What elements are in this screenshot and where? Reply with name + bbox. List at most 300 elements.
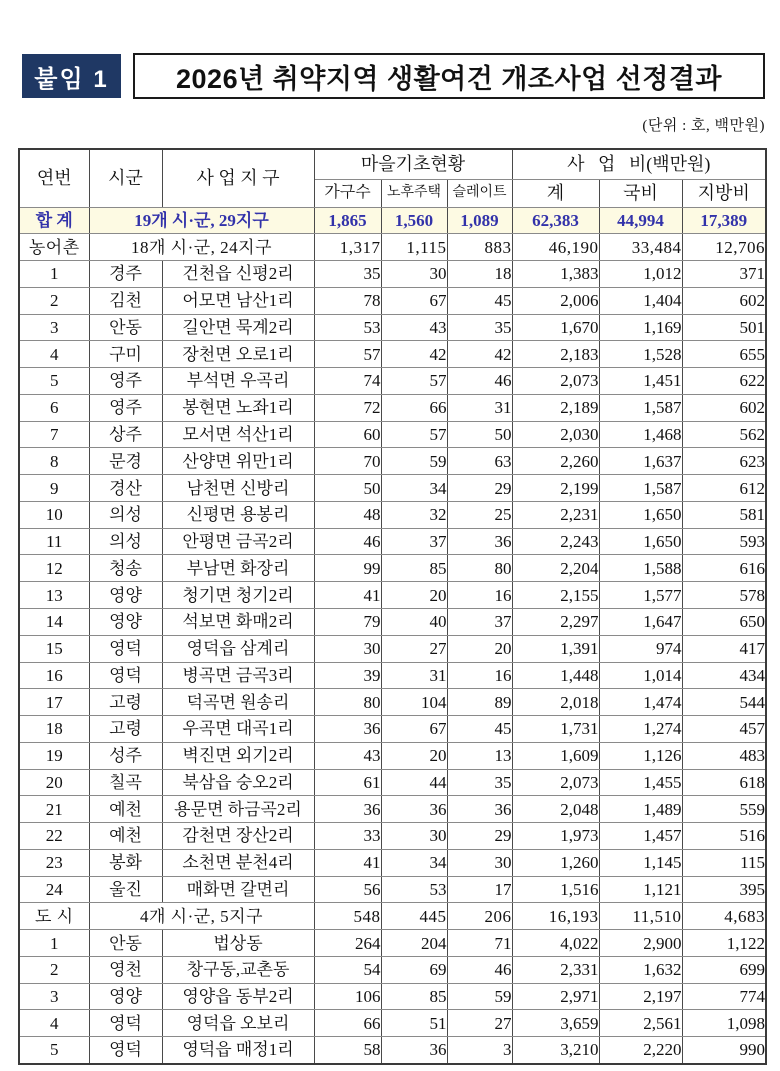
cell-district: 감천면 장산2리 [162,823,314,850]
cell-value: 1,865 [314,207,381,234]
cell-value: 616 [682,555,766,582]
col-header-national: 국비 [599,179,682,207]
cell-value: 1,516 [512,876,599,903]
cell-value: 59 [381,448,447,475]
cell-no: 2 [19,956,89,983]
cell-value: 622 [682,368,766,395]
attachment-badge-label: 붙임 1 [34,65,109,93]
cell-value: 1,973 [512,823,599,850]
cell-value: 20 [447,635,512,662]
cell-no: 12 [19,555,89,582]
cell-value: 1,014 [599,662,682,689]
page-title: 2026년 취약지역 생활여건 개조사업 선정결과 [176,63,722,94]
cell-no: 5 [19,368,89,395]
table-row [19,448,766,475]
cell-value: 106 [314,983,381,1010]
cell-value: 30 [314,635,381,662]
cell-sigun: 상주 [89,421,162,448]
cell-value: 36 [447,528,512,555]
col-header-households: 가구수 [314,179,381,207]
cell-value: 71 [447,930,512,957]
cell-value: 35 [447,769,512,796]
cell-value: 36 [381,796,447,823]
cell-value: 2,220 [599,1037,682,1064]
cell-value: 50 [447,421,512,448]
table-row [19,1010,766,1037]
col-header-local: 지방비 [682,179,766,207]
cell-sigun: 청송 [89,555,162,582]
cell-value: 1,391 [512,635,599,662]
cell-sigun: 영양 [89,582,162,609]
cell-no: 21 [19,796,89,823]
cell-district: 덕곡면 원송리 [162,689,314,716]
section-row [19,903,766,930]
col-header-no: 연번 [19,149,89,207]
cell-value: 54 [314,956,381,983]
col-header-sigun: 시군 [89,149,162,207]
cell-value: 62,383 [512,207,599,234]
cell-value: 34 [381,849,447,876]
cell-value: 457 [682,716,766,743]
cell-value: 42 [381,341,447,368]
cell-value: 612 [682,475,766,502]
cell-sigun: 영덕 [89,662,162,689]
cell-value: 37 [447,608,512,635]
cell-value: 1,588 [599,555,682,582]
cell-no: 23 [19,849,89,876]
cell-value: 1,089 [447,207,512,234]
cell-sigun: 영양 [89,983,162,1010]
cell-district: 영양읍 동부2리 [162,983,314,1010]
cell-value: 59 [447,983,512,1010]
table-row [19,421,766,448]
cell-no: 9 [19,475,89,502]
cell-value: 1,587 [599,475,682,502]
cell-value: 33 [314,823,381,850]
cell-value: 2,018 [512,689,599,716]
cell-value: 3 [447,1037,512,1064]
cell-value: 57 [381,421,447,448]
cell-value: 2,561 [599,1010,682,1037]
cell-value: 32 [381,501,447,528]
results-table [18,148,767,1065]
table-row [19,501,766,528]
cell-value: 1,383 [512,261,599,288]
cell-value: 78 [314,287,381,314]
cell-value: 602 [682,287,766,314]
cell-value: 80 [447,555,512,582]
cell-value: 206 [447,903,512,930]
cell-value: 1,122 [682,930,766,957]
cell-value: 1,169 [599,314,682,341]
cell-value: 4,683 [682,903,766,930]
cell-sigun: 고령 [89,689,162,716]
table-row [19,582,766,609]
cell-district: 벽진면 외기2리 [162,742,314,769]
cell-value: 1,647 [599,608,682,635]
table-body [19,207,766,1064]
table-row [19,394,766,421]
cell-value: 1,560 [381,207,447,234]
cell-district: 병곡면 금곡3리 [162,662,314,689]
cell-no: 2 [19,287,89,314]
cell-value: 85 [381,555,447,582]
cell-value: 2,231 [512,501,599,528]
cell-value: 11,510 [599,903,682,930]
cell-sigun: 문경 [89,448,162,475]
cell-value: 1,528 [599,341,682,368]
cell-value: 45 [447,716,512,743]
cell-value: 80 [314,689,381,716]
cell-no: 22 [19,823,89,850]
cell-no: 4 [19,341,89,368]
table-row [19,823,766,850]
cell-sigun: 봉화 [89,849,162,876]
cell-district: 영덕읍 매정1리 [162,1037,314,1064]
cell-sigun: 칠곡 [89,769,162,796]
cell-value: 623 [682,448,766,475]
cell-district: 창구동,교촌동 [162,956,314,983]
col-header-old-houses: 노후주택 [381,179,447,207]
cell-value: 990 [682,1037,766,1064]
cell-sigun: 예천 [89,823,162,850]
cell-value: 36 [314,716,381,743]
cell-scope: 4개 시·군, 5지구 [89,903,314,930]
cell-value: 2,006 [512,287,599,314]
cell-value: 1,489 [599,796,682,823]
cell-value: 36 [447,796,512,823]
cell-district: 건천읍 신평2리 [162,261,314,288]
cell-value: 61 [314,769,381,796]
table-row [19,475,766,502]
col-header-total: 계 [512,179,599,207]
cell-district: 영덕읍 오보리 [162,1010,314,1037]
col-group-village-status: 마을기초현황 [314,149,512,179]
cell-no: 6 [19,394,89,421]
cell-value: 66 [314,1010,381,1037]
cell-value: 30 [381,261,447,288]
cell-sigun: 영덕 [89,1010,162,1037]
cell-value: 774 [682,983,766,1010]
cell-district: 법상동 [162,930,314,957]
cell-value: 1,637 [599,448,682,475]
cell-value: 35 [314,261,381,288]
cell-district: 석보면 화매2리 [162,608,314,635]
cell-value: 33,484 [599,234,682,261]
cell-sigun: 성주 [89,742,162,769]
cell-value: 2,030 [512,421,599,448]
unit-note: (단위 : 호, 백만원) [642,118,765,134]
cell-no: 3 [19,983,89,1010]
cell-value: 655 [682,341,766,368]
cell-value: 1,474 [599,689,682,716]
cell-value: 27 [381,635,447,662]
cell-sigun: 영주 [89,368,162,395]
cell-value: 2,197 [599,983,682,1010]
cell-value: 43 [381,314,447,341]
cell-value: 2,297 [512,608,599,635]
cell-sigun: 영주 [89,394,162,421]
cell-value: 264 [314,930,381,957]
cell-value: 67 [381,716,447,743]
cell-value: 1,609 [512,742,599,769]
cell-no: 16 [19,662,89,689]
cell-district: 북삼읍 숭오2리 [162,769,314,796]
cell-value: 2,048 [512,796,599,823]
cell-no: 15 [19,635,89,662]
table-row [19,930,766,957]
table-row [19,368,766,395]
cell-value: 2,243 [512,528,599,555]
section-row [19,234,766,261]
cell-district: 청기면 청기2리 [162,582,314,609]
cell-value: 30 [447,849,512,876]
cell-sigun: 구미 [89,341,162,368]
cell-no: 14 [19,608,89,635]
cell-value: 562 [682,421,766,448]
cell-no: 11 [19,528,89,555]
cell-value: 434 [682,662,766,689]
cell-value: 46,190 [512,234,599,261]
cell-value: 69 [381,956,447,983]
cell-section-label: 농어촌 [19,234,89,261]
cell-no: 4 [19,1010,89,1037]
cell-value: 1,731 [512,716,599,743]
cell-district: 안평면 금곡2리 [162,528,314,555]
cell-value: 36 [381,1037,447,1064]
cell-value: 46 [447,368,512,395]
cell-value: 417 [682,635,766,662]
cell-value: 501 [682,314,766,341]
cell-value: 39 [314,662,381,689]
cell-value: 67 [381,287,447,314]
cell-value: 79 [314,608,381,635]
cell-value: 17 [447,876,512,903]
cell-value: 29 [447,823,512,850]
cell-value: 1,126 [599,742,682,769]
table-header [19,149,766,207]
cell-district: 우곡면 대곡1리 [162,716,314,743]
cell-value: 1,121 [599,876,682,903]
cell-sigun: 경산 [89,475,162,502]
cell-value: 30 [381,823,447,850]
cell-value: 13 [447,742,512,769]
cell-value: 2,073 [512,368,599,395]
cell-district: 어모면 남산1리 [162,287,314,314]
table-row [19,796,766,823]
cell-value: 1,650 [599,501,682,528]
cell-value: 57 [381,368,447,395]
cell-value: 44 [381,769,447,796]
cell-value: 2,199 [512,475,599,502]
cell-value: 12,706 [682,234,766,261]
table-row [19,287,766,314]
cell-sigun: 김천 [89,287,162,314]
cell-value: 2,331 [512,956,599,983]
cell-district: 모서면 석산1리 [162,421,314,448]
summary-row [19,207,766,234]
cell-district: 부석면 우곡리 [162,368,314,395]
cell-no: 17 [19,689,89,716]
cell-sigun: 안동 [89,930,162,957]
cell-value: 2,183 [512,341,599,368]
cell-sigun: 영천 [89,956,162,983]
cell-value: 46 [314,528,381,555]
cell-value: 2,900 [599,930,682,957]
cell-value: 2,260 [512,448,599,475]
cell-value: 2,155 [512,582,599,609]
cell-value: 66 [381,394,447,421]
table-row [19,528,766,555]
table-row [19,261,766,288]
cell-value: 31 [447,394,512,421]
cell-value: 1,455 [599,769,682,796]
cell-no: 7 [19,421,89,448]
cell-value: 85 [381,983,447,1010]
cell-no: 10 [19,501,89,528]
cell-value: 16 [447,582,512,609]
cell-sigun: 의성 [89,501,162,528]
cell-value: 1,115 [381,234,447,261]
cell-sigun: 울진 [89,876,162,903]
cell-no: 1 [19,930,89,957]
cell-sigun: 경주 [89,261,162,288]
cell-value: 57 [314,341,381,368]
table-row [19,956,766,983]
cell-value: 2,971 [512,983,599,1010]
table-row [19,341,766,368]
cell-value: 34 [381,475,447,502]
cell-value: 204 [381,930,447,957]
cell-value: 44,994 [599,207,682,234]
cell-value: 483 [682,742,766,769]
cell-value: 1,670 [512,314,599,341]
cell-district: 길안면 묵계2리 [162,314,314,341]
cell-district: 소천면 분천4리 [162,849,314,876]
table-row [19,314,766,341]
cell-scope: 18개 시·군, 24지구 [89,234,314,261]
cell-value: 27 [447,1010,512,1037]
cell-value: 2,204 [512,555,599,582]
cell-value: 56 [314,876,381,903]
cell-value: 602 [682,394,766,421]
cell-value: 89 [447,689,512,716]
cell-value: 42 [447,341,512,368]
cell-sigun: 의성 [89,528,162,555]
cell-value: 371 [682,261,766,288]
col-header-slate: 슬레이트 [447,179,512,207]
cell-value: 104 [381,689,447,716]
cell-value: 48 [314,501,381,528]
cell-value: 40 [381,608,447,635]
cell-value: 618 [682,769,766,796]
cell-value: 559 [682,796,766,823]
cell-value: 46 [447,956,512,983]
table-row [19,555,766,582]
cell-no: 5 [19,1037,89,1064]
cell-district: 영덕읍 삼계리 [162,635,314,662]
cell-value: 58 [314,1037,381,1064]
cell-value: 2,189 [512,394,599,421]
table-row [19,849,766,876]
table-row [19,769,766,796]
cell-no: 24 [19,876,89,903]
cell-value: 395 [682,876,766,903]
cell-value: 974 [599,635,682,662]
cell-sigun: 영덕 [89,1037,162,1064]
cell-no: 18 [19,716,89,743]
cell-value: 43 [314,742,381,769]
table-row [19,1037,766,1064]
cell-value: 16 [447,662,512,689]
cell-sigun: 영양 [89,608,162,635]
cell-value: 699 [682,956,766,983]
cell-no: 13 [19,582,89,609]
table-row [19,983,766,1010]
cell-scope: 19개 시·군, 29지구 [89,207,314,234]
cell-value: 1,457 [599,823,682,850]
cell-value: 74 [314,368,381,395]
cell-value: 2,073 [512,769,599,796]
table-row [19,635,766,662]
cell-no: 19 [19,742,89,769]
cell-district: 산양면 위만1리 [162,448,314,475]
cell-value: 72 [314,394,381,421]
table-row [19,662,766,689]
col-group-project-cost: 사 업 비(백만원) [512,149,766,179]
title-box [133,53,765,99]
cell-value: 17,389 [682,207,766,234]
cell-value: 1,145 [599,849,682,876]
cell-district: 봉현면 노좌1리 [162,394,314,421]
cell-value: 1,098 [682,1010,766,1037]
cell-value: 1,317 [314,234,381,261]
cell-value: 115 [682,849,766,876]
cell-value: 1,260 [512,849,599,876]
cell-value: 1,587 [599,394,682,421]
cell-value: 548 [314,903,381,930]
cell-value: 3,659 [512,1010,599,1037]
cell-value: 1,274 [599,716,682,743]
cell-value: 50 [314,475,381,502]
cell-value: 63 [447,448,512,475]
cell-value: 1,468 [599,421,682,448]
cell-value: 1,448 [512,662,599,689]
cell-no: 8 [19,448,89,475]
cell-value: 60 [314,421,381,448]
cell-sigun: 영덕 [89,635,162,662]
cell-value: 45 [447,287,512,314]
cell-value: 4,022 [512,930,599,957]
cell-value: 544 [682,689,766,716]
cell-value: 445 [381,903,447,930]
cell-district: 매화면 갈면리 [162,876,314,903]
cell-value: 883 [447,234,512,261]
cell-value: 51 [381,1010,447,1037]
cell-value: 16,193 [512,903,599,930]
cell-value: 3,210 [512,1037,599,1064]
table-row [19,876,766,903]
table-row [19,742,766,769]
cell-no: 3 [19,314,89,341]
cell-value: 53 [381,876,447,903]
cell-value: 581 [682,501,766,528]
cell-value: 29 [447,475,512,502]
cell-value: 20 [381,742,447,769]
table-row [19,716,766,743]
cell-district: 부남면 화장리 [162,555,314,582]
cell-value: 35 [447,314,512,341]
